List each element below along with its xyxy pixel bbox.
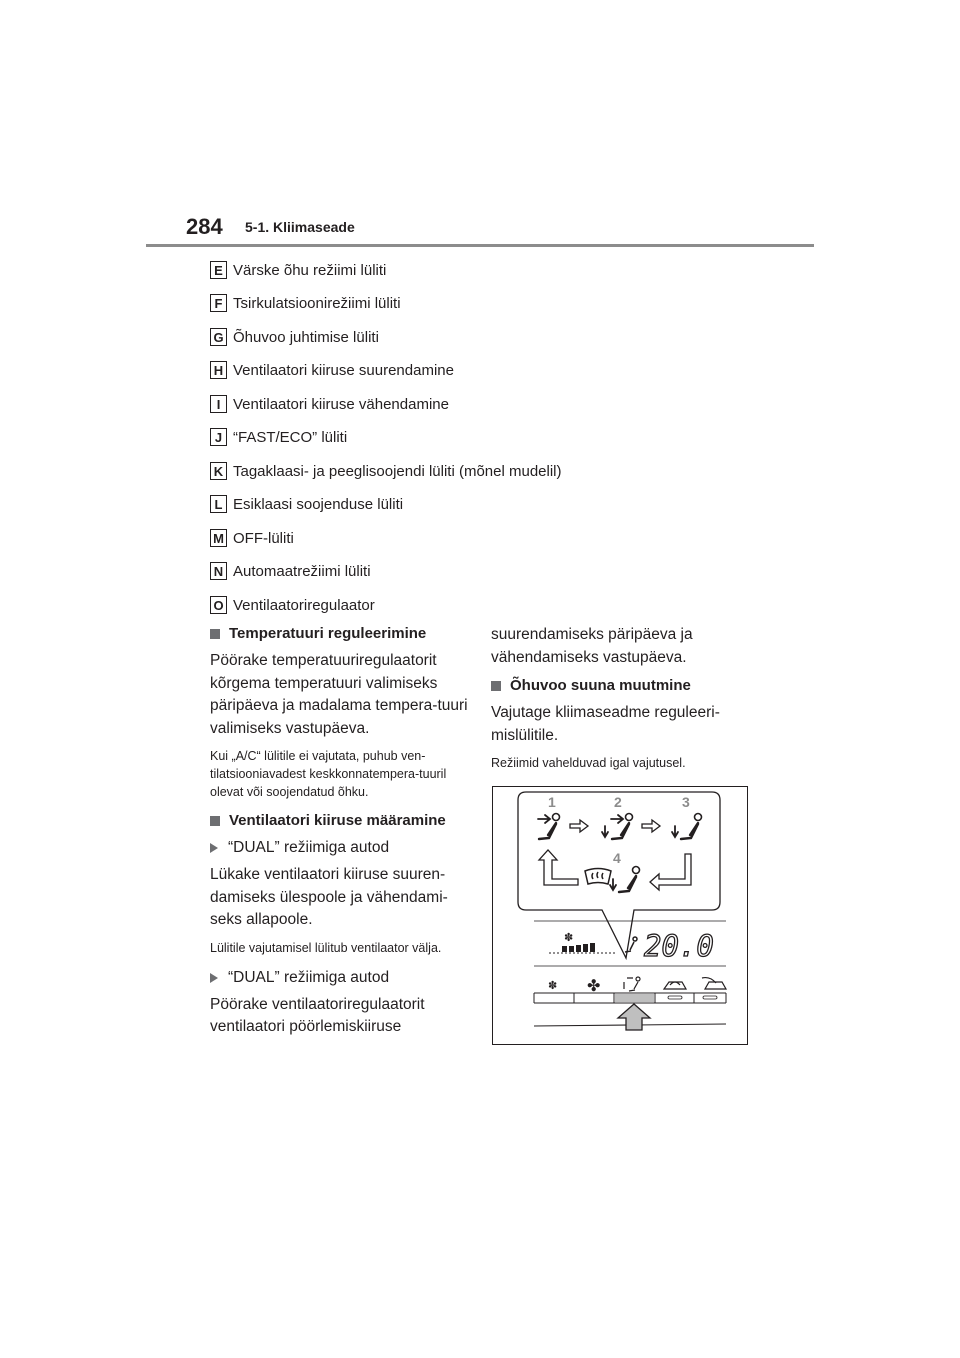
- dual-mode-label: [210, 837, 472, 859]
- legend-item: [210, 494, 403, 514]
- dual-mode-text: “DUAL” režiimiga autod: [228, 839, 390, 856]
- triangle-bullet-icon: [210, 843, 218, 853]
- dual-mode-text: “DUAL” režiimiga autod: [228, 968, 390, 986]
- fan-slide-note: Lülitile vajutamisel lülitub ventilaator välja.: [210, 940, 442, 955]
- legend-letter-box: O: [210, 596, 227, 614]
- dual-mode-label: [210, 967, 472, 989]
- fan-rotate-paragraph: Pöörake ventilaatoriregulaatorit ventilaatori pöörlemiskiiruse: [210, 995, 425, 1035]
- legend-letter-box: N: [210, 562, 227, 580]
- legend-text: Tsirkulatsioonirežiimi lüliti: [233, 294, 401, 312]
- left-column: [210, 624, 472, 1046]
- heading-text: Temperatuuri reguleerimine: [229, 625, 427, 642]
- legend-text: Värske õhu režiimi lüliti: [233, 261, 387, 279]
- legend-letter-box: F: [210, 294, 227, 312]
- fan-icon: ✽: [564, 931, 574, 944]
- continued-paragraph: suurendamiseks päripäeva ja vähendamiseks vastupäeva.: [491, 626, 693, 666]
- legend-letter-box: K: [210, 462, 227, 480]
- legend-letter-box: L: [210, 495, 227, 513]
- airflow-note: Režiimid vahelduvad igal vajutusel.: [491, 756, 686, 770]
- legend-text: Tagaklaasi- ja peeglisoojendi lüliti (mõnel mudelil): [233, 462, 562, 480]
- legend-text: Ventilaatoriregulaator: [233, 596, 375, 614]
- legend-item: [210, 561, 371, 581]
- triangle-bullet-icon: [210, 973, 218, 983]
- right-column: [491, 624, 753, 782]
- fan-speed-heading: [210, 811, 472, 831]
- legend-text: “FAST/ECO” lüliti: [233, 428, 348, 446]
- square-bullet-icon: [491, 681, 501, 691]
- display-temperature: 20.0: [644, 929, 714, 963]
- legend-text: Ventilaatori kiiruse suurendamine: [233, 361, 454, 379]
- legend-letter-box: G: [210, 328, 227, 346]
- temperature-paragraph: Pöörake temperatuuriregulaatorit kõrgema temperatuuri valimiseks päripäeva ja madalama tempera-tuuri valimiseks vastupäeva.: [210, 652, 468, 737]
- legend-item: [210, 461, 562, 481]
- mode-number-4: 4: [613, 850, 621, 866]
- legend-letter-box: I: [210, 395, 227, 413]
- legend-item: [210, 394, 449, 414]
- square-bullet-icon: [210, 629, 220, 639]
- temperature-heading: [210, 624, 472, 644]
- section-title: 5-1. Kliimaseade: [245, 219, 355, 235]
- legend-text: Esiklaasi soojenduse lüliti: [233, 495, 404, 513]
- legend-text: Ventilaatori kiiruse vähendamine: [233, 395, 449, 413]
- mode-number-1: 1: [548, 794, 556, 810]
- legend-item: [210, 360, 454, 380]
- recirc-indicator: [668, 996, 682, 999]
- legend-letter-box: J: [210, 428, 227, 446]
- fan-large-icon: ✤: [587, 976, 601, 995]
- airflow-diagram: [492, 786, 748, 1045]
- temperature-note: Kui „A/C“ lülitile ei vajutata, puhub ven-tilatsiooniavadest keskkonnatempera-tuuril olevat või soojendatud õhku.: [210, 749, 447, 799]
- mode-button-highlight: [615, 994, 654, 1002]
- fresh-air-indicator: [703, 996, 717, 999]
- legend-letter-box: E: [210, 261, 227, 279]
- mode-number-2: 2: [614, 794, 622, 810]
- header-rule: [146, 244, 814, 247]
- legend-letter-box: M: [210, 529, 227, 547]
- legend-text: OFF-lüliti: [233, 529, 294, 547]
- legend-text: Automaatrežiimi lüliti: [233, 562, 371, 580]
- fan-small-icon: ✽: [548, 979, 558, 992]
- heading-text: Ventilaatori kiiruse määramine: [229, 812, 446, 829]
- heading-text: Õhuvoo suuna muutmine: [510, 677, 691, 694]
- legend-letter-box: H: [210, 361, 227, 379]
- airflow-heading: [491, 676, 753, 696]
- legend-item: [210, 293, 401, 313]
- page-number: 284: [186, 214, 223, 239]
- legend-item: [210, 528, 294, 548]
- airflow-mode-figure: [492, 786, 748, 1045]
- legend-item: [210, 327, 379, 347]
- legend-item: [210, 595, 375, 615]
- legend-item: [210, 260, 386, 280]
- mode-number-3: 3: [682, 794, 690, 810]
- legend-item: [210, 427, 347, 447]
- legend-text: Õhuvoo juhtimise lüliti: [233, 328, 379, 346]
- square-bullet-icon: [210, 816, 220, 826]
- airflow-paragraph: Vajutage kliimaseadme reguleeri-mislülitile.: [491, 704, 720, 744]
- fan-slide-paragraph: Lükake ventilaatori kiiruse suuren-damiseks ülespoole ja vähendami-seks allapoole.: [210, 866, 448, 928]
